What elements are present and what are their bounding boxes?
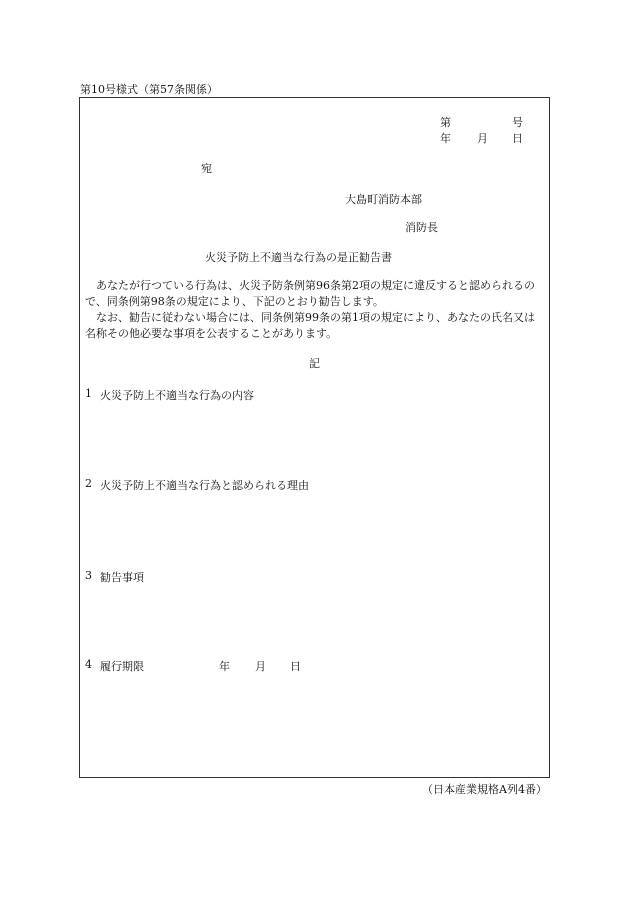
- addressee-suffix: 宛: [201, 162, 212, 175]
- date-year: 年: [440, 132, 451, 145]
- issuer-org: 大島町消防本部: [345, 193, 422, 206]
- form-number: 第10号様式（第57条関係）: [80, 83, 218, 96]
- issuer-title: 消防長: [405, 221, 438, 234]
- deadline-day: 日: [290, 660, 301, 673]
- number-prefix: 第: [440, 116, 451, 129]
- item-label: 勧告事項: [100, 571, 144, 584]
- date-day: 日: [512, 132, 523, 145]
- item-number: 4: [85, 658, 92, 671]
- body-paragraph: あなたが行つている行為は、火災予防条例第96条第2項の規定に違反すると認められるので、同条例第98条の規定により、下記のとおり勧告します。: [85, 279, 535, 308]
- body-text: [85, 278, 545, 342]
- item-number: 3: [85, 569, 92, 582]
- deadline-year: 年: [219, 660, 230, 673]
- document-frame: [79, 97, 550, 778]
- document-title: 火災予防上不適当な行為の是正勧告書: [205, 251, 392, 264]
- item-label: 履行期限: [100, 660, 144, 673]
- number-suffix: 号: [512, 116, 523, 129]
- deadline-month: 月: [255, 660, 266, 673]
- item-number: 1: [85, 387, 92, 400]
- body-paragraph: なお、勧告に従わない場合には、同条例第99条の第1項の規定により、あなたの氏名又は名称その他必要な事項を公表することがあります。: [85, 311, 535, 340]
- item-label: 火災予防上不適当な行為の内容: [100, 389, 254, 402]
- item-label: 火災予防上不適当な行為と認められる理由: [100, 479, 309, 492]
- paper-size-note: （日本産業規格A列4番）: [422, 783, 547, 796]
- item-number: 2: [85, 477, 92, 490]
- ki-label: 記: [309, 357, 320, 370]
- date-month: 月: [477, 132, 488, 145]
